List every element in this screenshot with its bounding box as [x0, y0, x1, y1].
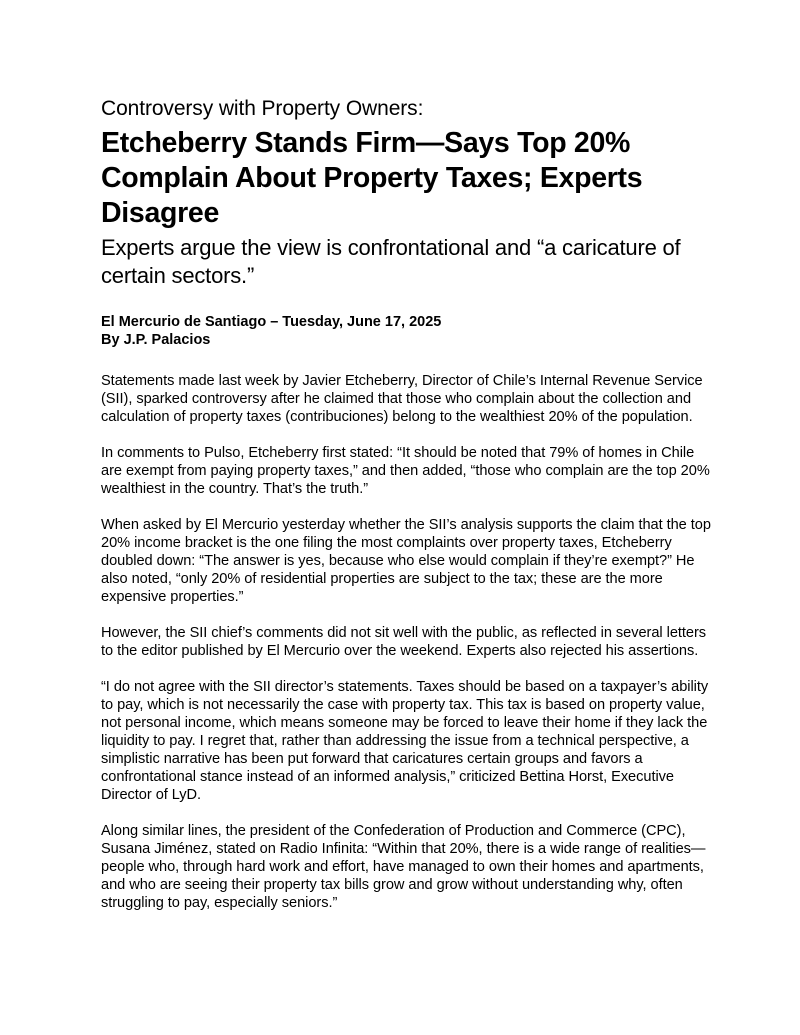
byline-block — [101, 313, 713, 349]
paragraph: When asked by El Mercurio yesterday whether the SII’s analysis supports the claim that the top 20% income bracket is the one filing the most complaints over property taxes, Etcheberry doubled down: “The answer is yes, because who else would complain if they’re exempt?” He also noted, “only 20% of residential properties are subject to the tax; these are the more expensive properties.” — [101, 517, 711, 605]
article-headline: Etcheberry Stands Firm—Says Top 20% Complain About Property Taxes; Experts Disagree — [101, 127, 643, 229]
article-kicker: Controversy with Property Owners: — [101, 97, 424, 120]
article-deck: Experts argue the view is confrontational and “a caricature of certain sectors.” — [101, 235, 681, 288]
paragraph: “I do not agree with the SII director’s statements. Taxes should be based on a taxpayer’s ability to pay, which is not necessarily the case with property tax. This tax is based on property value, not personal income, which means someone may be forced to leave their home if they lack the liquidity to pay. I regret that, rather than addressing the issue from a technical perspective, a simplistic narrative has been put forward that caricatures certain groups and favors a confrontational stance instead of an informed analysis,” criticized Bettina Horst, Executive Director of LyD. — [101, 679, 709, 803]
paragraph: However, the SII chief’s comments did not sit well with the public, as reflected in several letters to the editor published by El Mercurio over the weekend. Experts also rejected his assertions. — [101, 625, 707, 659]
paragraph: Statements made last week by Javier Etcheberry, Director of Chile’s Internal Revenue Service (SII), sparked controversy after he claimed that those who complain about the collection and calculation of property taxes (contribuciones) belong to the wealthiest 20% of the population. — [101, 373, 703, 425]
paragraph: In comments to Pulso, Etcheberry first stated: “It should be noted that 79% of homes in Chile are exempt from paying property taxes,” and then added, “those who complain are the top 20% wealthiest in the country. That’s the truth.” — [101, 445, 710, 497]
article-body — [101, 372, 713, 912]
dateline: El Mercurio de Santiago – Tuesday, June 17, 2025 — [101, 314, 442, 330]
article — [101, 96, 713, 930]
paragraph: Along similar lines, the president of the Confederation of Production and Commerce (CPC), Susana Jiménez, stated on Radio Infinita: “Within that 20%, there is a wide range of realities—people who, through hard work and effort, have managed to own their homes and apartments, and who are seeing their property tax bills grow and grow without understanding why, often struggling to pay, especially seniors.” — [101, 823, 706, 911]
byline: By J.P. Palacios — [101, 332, 211, 348]
